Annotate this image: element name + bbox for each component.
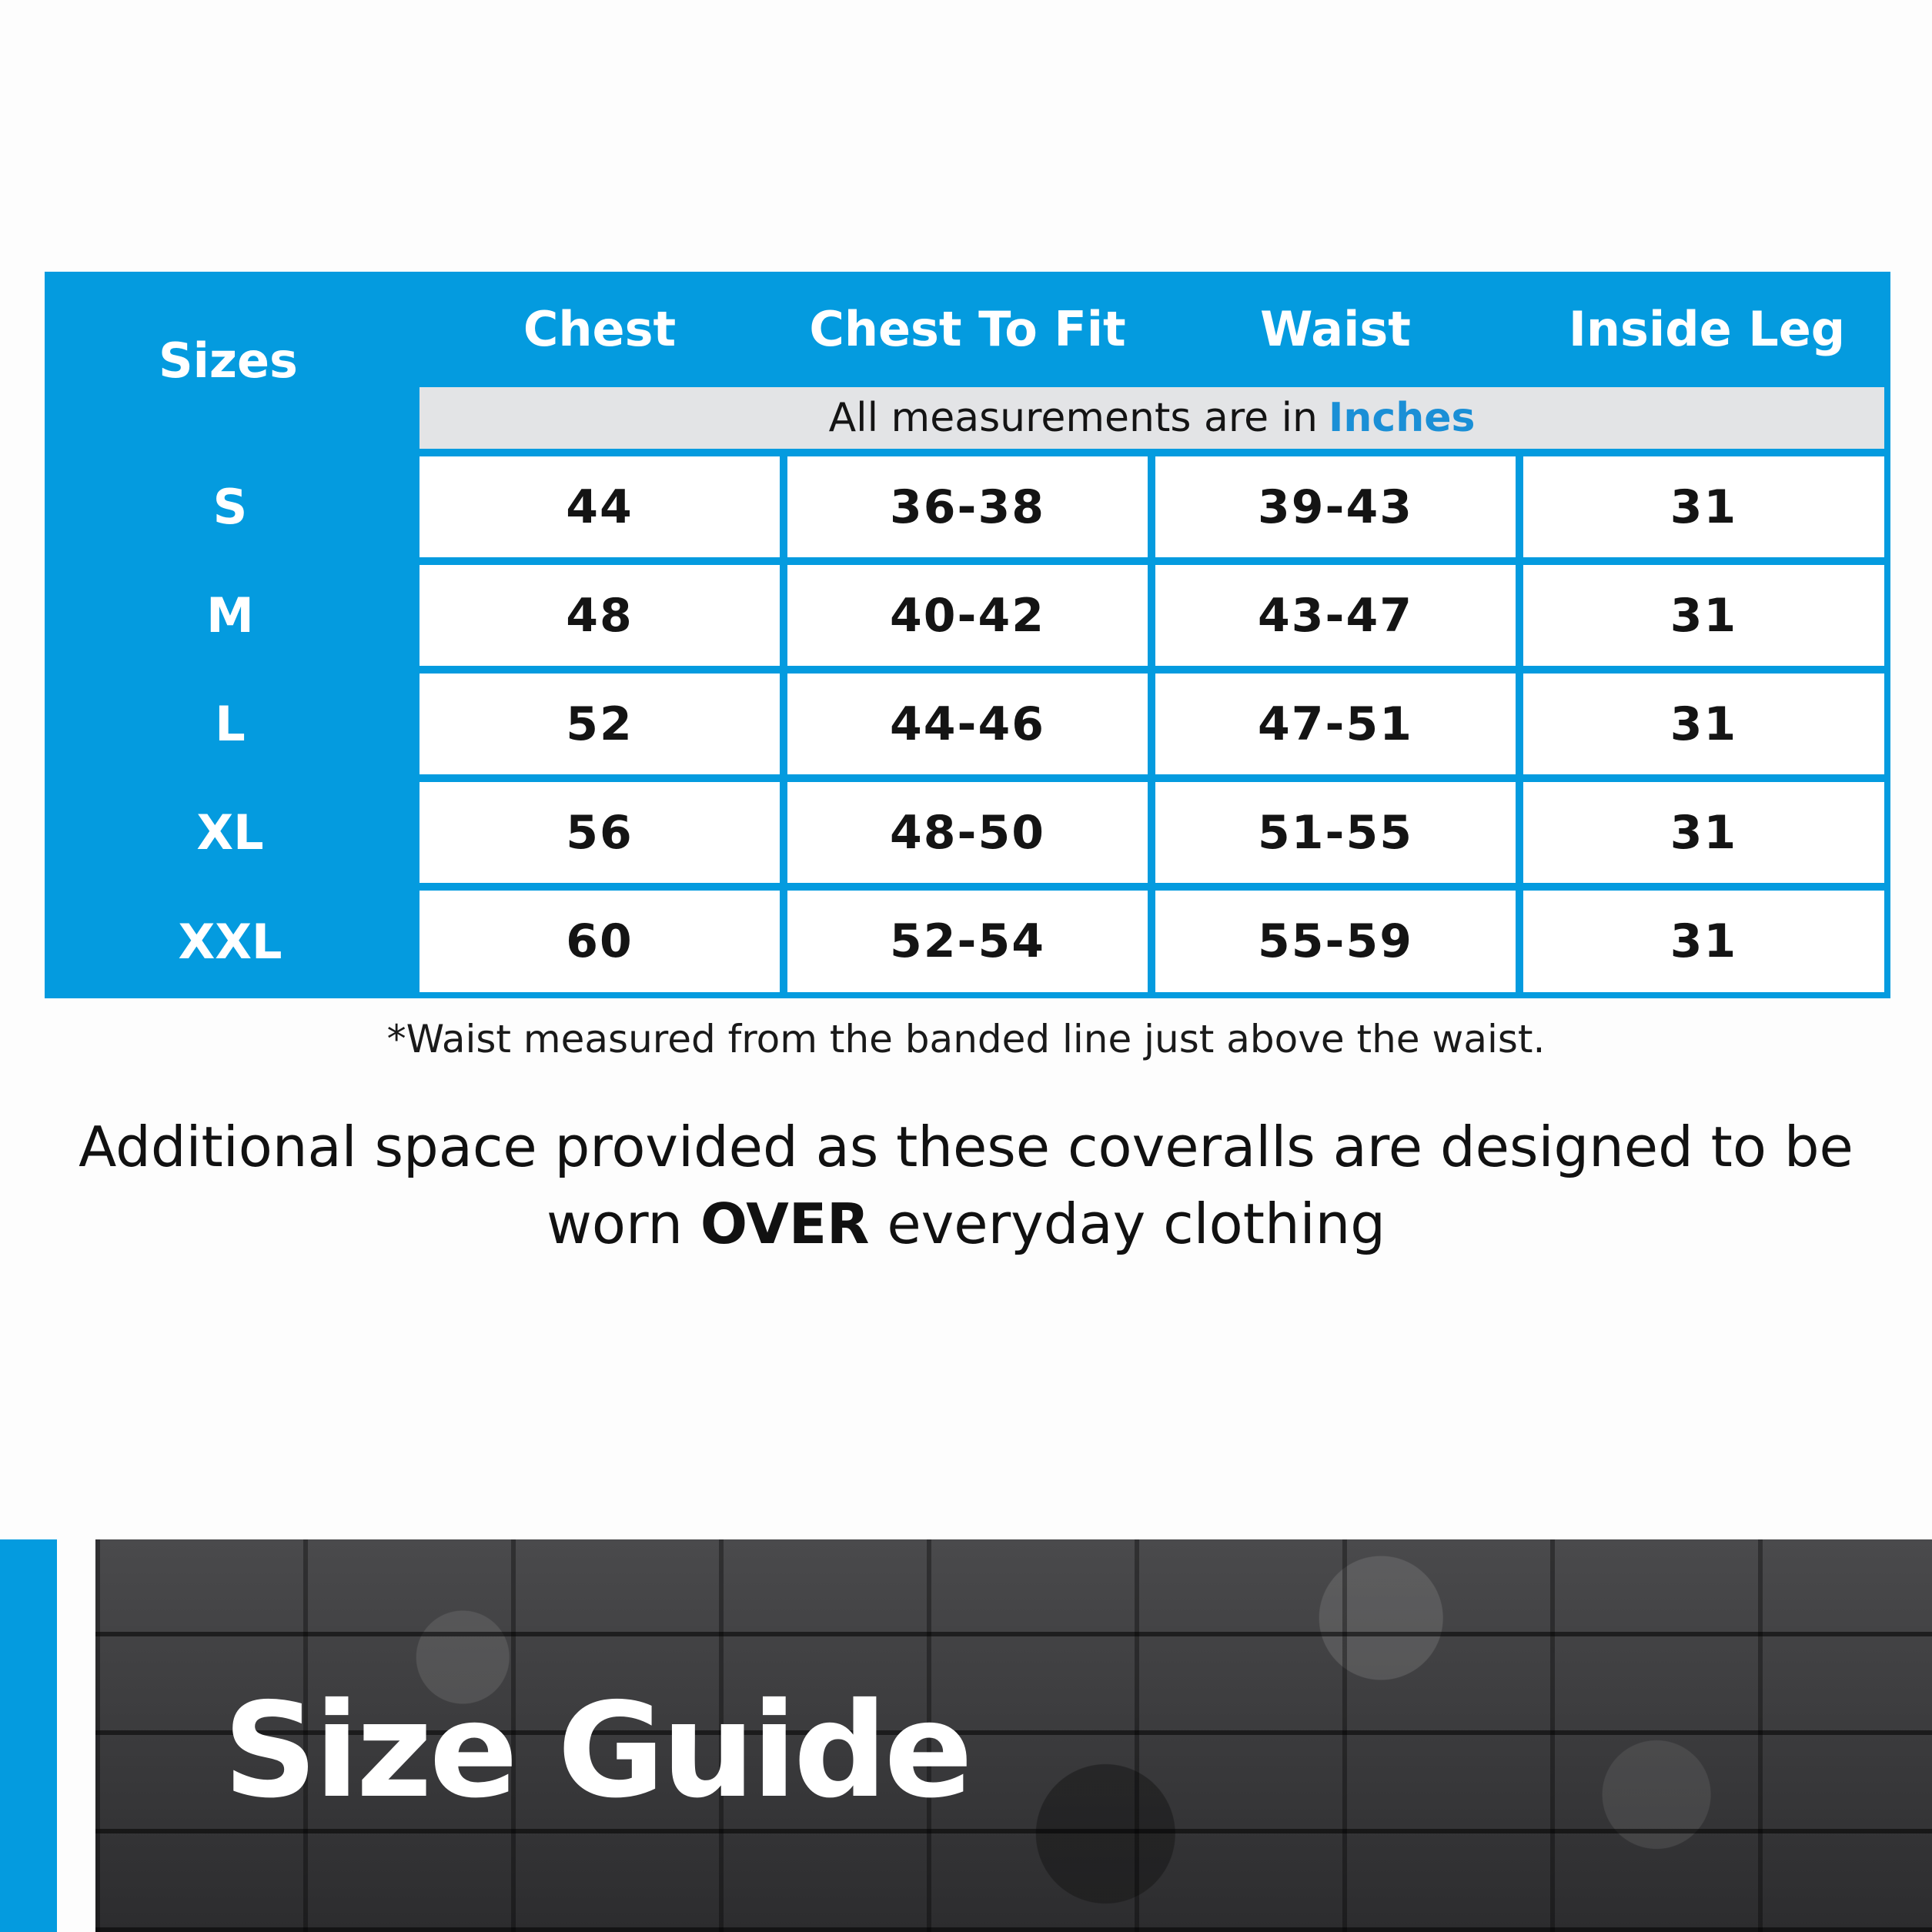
cell-value: 52-54 bbox=[890, 914, 1045, 968]
table-cell bbox=[1155, 782, 1516, 883]
table-cell bbox=[787, 565, 1148, 666]
size-label-xl bbox=[45, 782, 416, 883]
table-cell bbox=[419, 674, 780, 774]
cell-value: 31 bbox=[1670, 480, 1738, 534]
header-chest-to-fit-label: Chest To Fit bbox=[809, 300, 1126, 357]
header-waist-label: Waist bbox=[1260, 300, 1411, 357]
table-cell bbox=[787, 782, 1148, 883]
table-cell bbox=[419, 891, 780, 992]
table-cell bbox=[1523, 565, 1884, 666]
table-cell bbox=[787, 674, 1148, 774]
cell-value: 44-46 bbox=[890, 697, 1045, 751]
cell-value: 56 bbox=[566, 805, 633, 860]
table-cell bbox=[1523, 456, 1884, 557]
table-cell bbox=[1155, 674, 1516, 774]
header-chest-to-fit bbox=[787, 272, 1148, 386]
units-note-unit: Inches bbox=[1329, 395, 1476, 441]
table-cell bbox=[1155, 565, 1516, 666]
table-cell bbox=[419, 782, 780, 883]
table-cell bbox=[1155, 456, 1516, 557]
units-note-text: All measurements are in bbox=[828, 395, 1318, 441]
size-label-l bbox=[45, 674, 416, 774]
waist-footnote bbox=[0, 1008, 1932, 1070]
cell-value: 52 bbox=[566, 697, 633, 751]
header-chest-label: Chest bbox=[523, 300, 677, 357]
cell-value: 40-42 bbox=[890, 588, 1045, 643]
size-label-text: L bbox=[215, 696, 246, 752]
cell-value: 43-47 bbox=[1258, 588, 1413, 643]
size-label-text: XXL bbox=[178, 913, 282, 970]
table-cell bbox=[787, 456, 1148, 557]
size-label-text: XL bbox=[196, 804, 264, 861]
header-sizes bbox=[45, 272, 412, 449]
cell-value: 51-55 bbox=[1258, 805, 1413, 860]
size-label-s bbox=[45, 456, 416, 557]
header-chest bbox=[419, 272, 780, 386]
waist-footnote-text: *Waist measured from the banded line just above the waist. bbox=[386, 1017, 1546, 1061]
header-inside-leg bbox=[1523, 272, 1890, 386]
table-cell bbox=[419, 565, 780, 666]
cell-value: 44 bbox=[566, 480, 633, 534]
header-waist bbox=[1155, 272, 1516, 386]
header-inside-leg-label: Inside Leg bbox=[1568, 300, 1846, 357]
banner-title bbox=[223, 1675, 970, 1827]
cell-value: 55-59 bbox=[1258, 914, 1413, 968]
cell-value: 31 bbox=[1670, 805, 1738, 860]
cell-value: 48-50 bbox=[890, 805, 1045, 860]
fit-description bbox=[62, 1108, 1870, 1262]
size-label-m bbox=[45, 565, 416, 666]
size-label-text: S bbox=[212, 479, 248, 535]
fit-description-emphasis: OVER bbox=[700, 1192, 870, 1256]
units-note bbox=[419, 387, 1884, 449]
table-cell bbox=[1523, 782, 1884, 883]
table-cell bbox=[1523, 891, 1884, 992]
size-label-text: M bbox=[206, 587, 254, 643]
fit-description-tail: everyday clothing bbox=[887, 1192, 1385, 1256]
cell-value: 31 bbox=[1670, 588, 1738, 643]
table-cell bbox=[1155, 891, 1516, 992]
size-label-xxl bbox=[45, 891, 416, 992]
table-cell bbox=[787, 891, 1148, 992]
cell-value: 39-43 bbox=[1258, 480, 1413, 534]
fit-description-text: Additional space provided as these coveralls are designed to be worn bbox=[79, 1115, 1853, 1256]
table-cell bbox=[419, 456, 780, 557]
table-cell bbox=[1523, 674, 1884, 774]
cell-value: 31 bbox=[1670, 914, 1738, 968]
cell-value: 60 bbox=[566, 914, 633, 968]
banner-accent-stripe bbox=[0, 1539, 57, 1932]
banner-title-text: Size Guide bbox=[223, 1675, 970, 1827]
cell-value: 31 bbox=[1670, 697, 1738, 751]
cell-value: 48 bbox=[566, 588, 633, 643]
header-sizes-label: Sizes bbox=[159, 332, 298, 389]
cell-value: 47-51 bbox=[1258, 697, 1413, 751]
cell-value: 36-38 bbox=[890, 480, 1045, 534]
